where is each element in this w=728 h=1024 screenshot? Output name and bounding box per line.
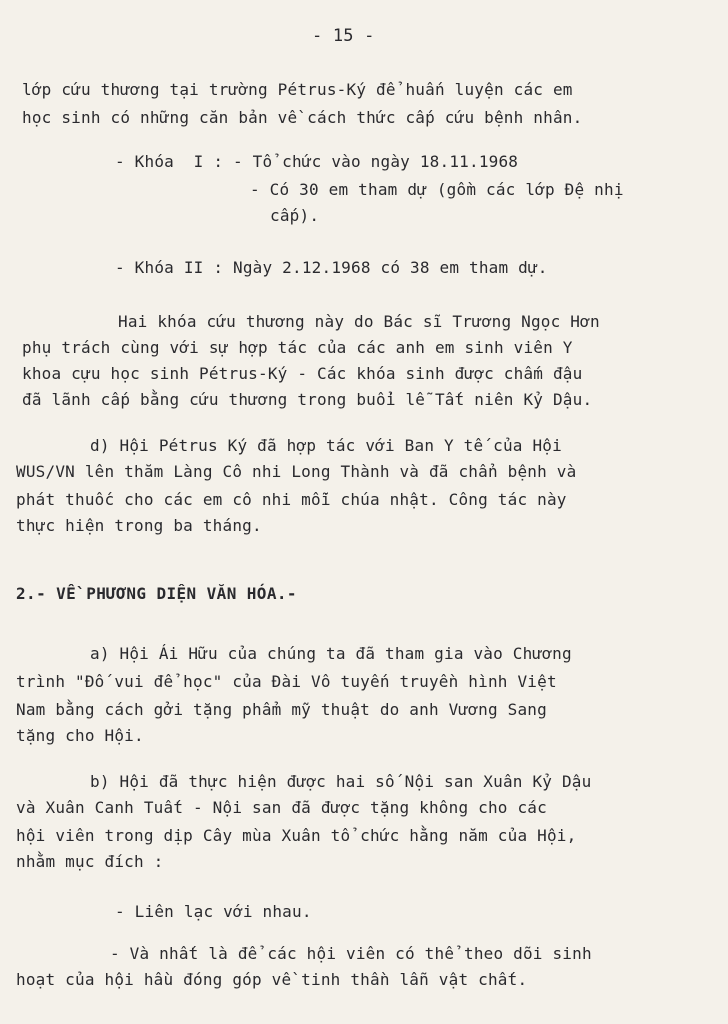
section-heading: 2.- VỀ PHƯƠNG DIỆN VĂN HÓA.- (16, 584, 297, 603)
text-line: d) Hội Pétrus Ký đã hợp tác với Ban Y tế của Hội (90, 436, 562, 455)
text-line: nhằm mục đích : (16, 852, 164, 871)
text-line: tặng cho Hội. (16, 726, 144, 745)
text-line: phát thuốc cho các em cô nhi mỗi chúa nhật. Công tác này (16, 490, 567, 509)
course-1-line: - Có 30 em tham dự (gồm các lớp Đệ nhị (250, 180, 624, 199)
text-line: a) Hội Ái Hữu của chúng ta đã tham gia vào Chương (90, 644, 572, 663)
course-1-line: - Khóa I : - Tổ chức vào ngày 18.11.1968 (115, 152, 519, 171)
text-line: học sinh có những căn bản về cách thức cấp cứu bệnh nhân. (22, 108, 583, 127)
text-line: phụ trách cùng với sự hợp tác của các anh em sinh viên Y (22, 338, 573, 357)
text-line: và Xuân Canh Tuất - Nội san đã được tặng không cho các (16, 798, 547, 817)
course-1-line: cấp). (270, 206, 320, 225)
course-2-line: - Khóa II : Ngày 2.12.1968 có 38 em tham dự. (115, 258, 548, 277)
text-line: Nam bằng cách gởi tặng phẩm mỹ thuật do anh Vương Sang (16, 700, 547, 719)
text-line: Hai khóa cứu thương này do Bác sĩ Trương Ngọc Hơn (118, 312, 600, 331)
text-line: trình "Đố vui để học" của Đài Vô tuyến truyền hình Việt (16, 672, 557, 691)
text-line: WUS/VN lên thăm Làng Cô nhi Long Thành và đã chẩn bệnh và (16, 462, 577, 481)
bullet-item: - Và nhất là để các hội viên có thể theo dõi sinh (110, 944, 592, 963)
bullet-item: - Liên lạc với nhau. (115, 902, 312, 921)
text-line: khoa cựu học sinh Pétrus-Ký - Các khóa sinh được chấm đậu (22, 364, 583, 383)
text-line: lớp cứu thương tại trường Pétrus-Ký để huấn luyện các em (22, 80, 573, 99)
text-line: đã lãnh cấp bằng cứu thương trong buổi lễ Tất niên Kỷ Dậu. (22, 390, 593, 409)
text-line: thực hiện trong ba tháng. (16, 516, 262, 535)
text-line: hoạt của hội hầu đóng góp về tinh thần lẫn vật chất. (16, 970, 528, 989)
text-line: b) Hội đã thực hiện được hai số Nội san Xuân Kỷ Dậu (90, 772, 592, 791)
text-line: hội viên trong dịp Cây mùa Xuân tổ chức hằng năm của Hội, (16, 826, 577, 845)
page-number: - 15 - (312, 26, 375, 46)
